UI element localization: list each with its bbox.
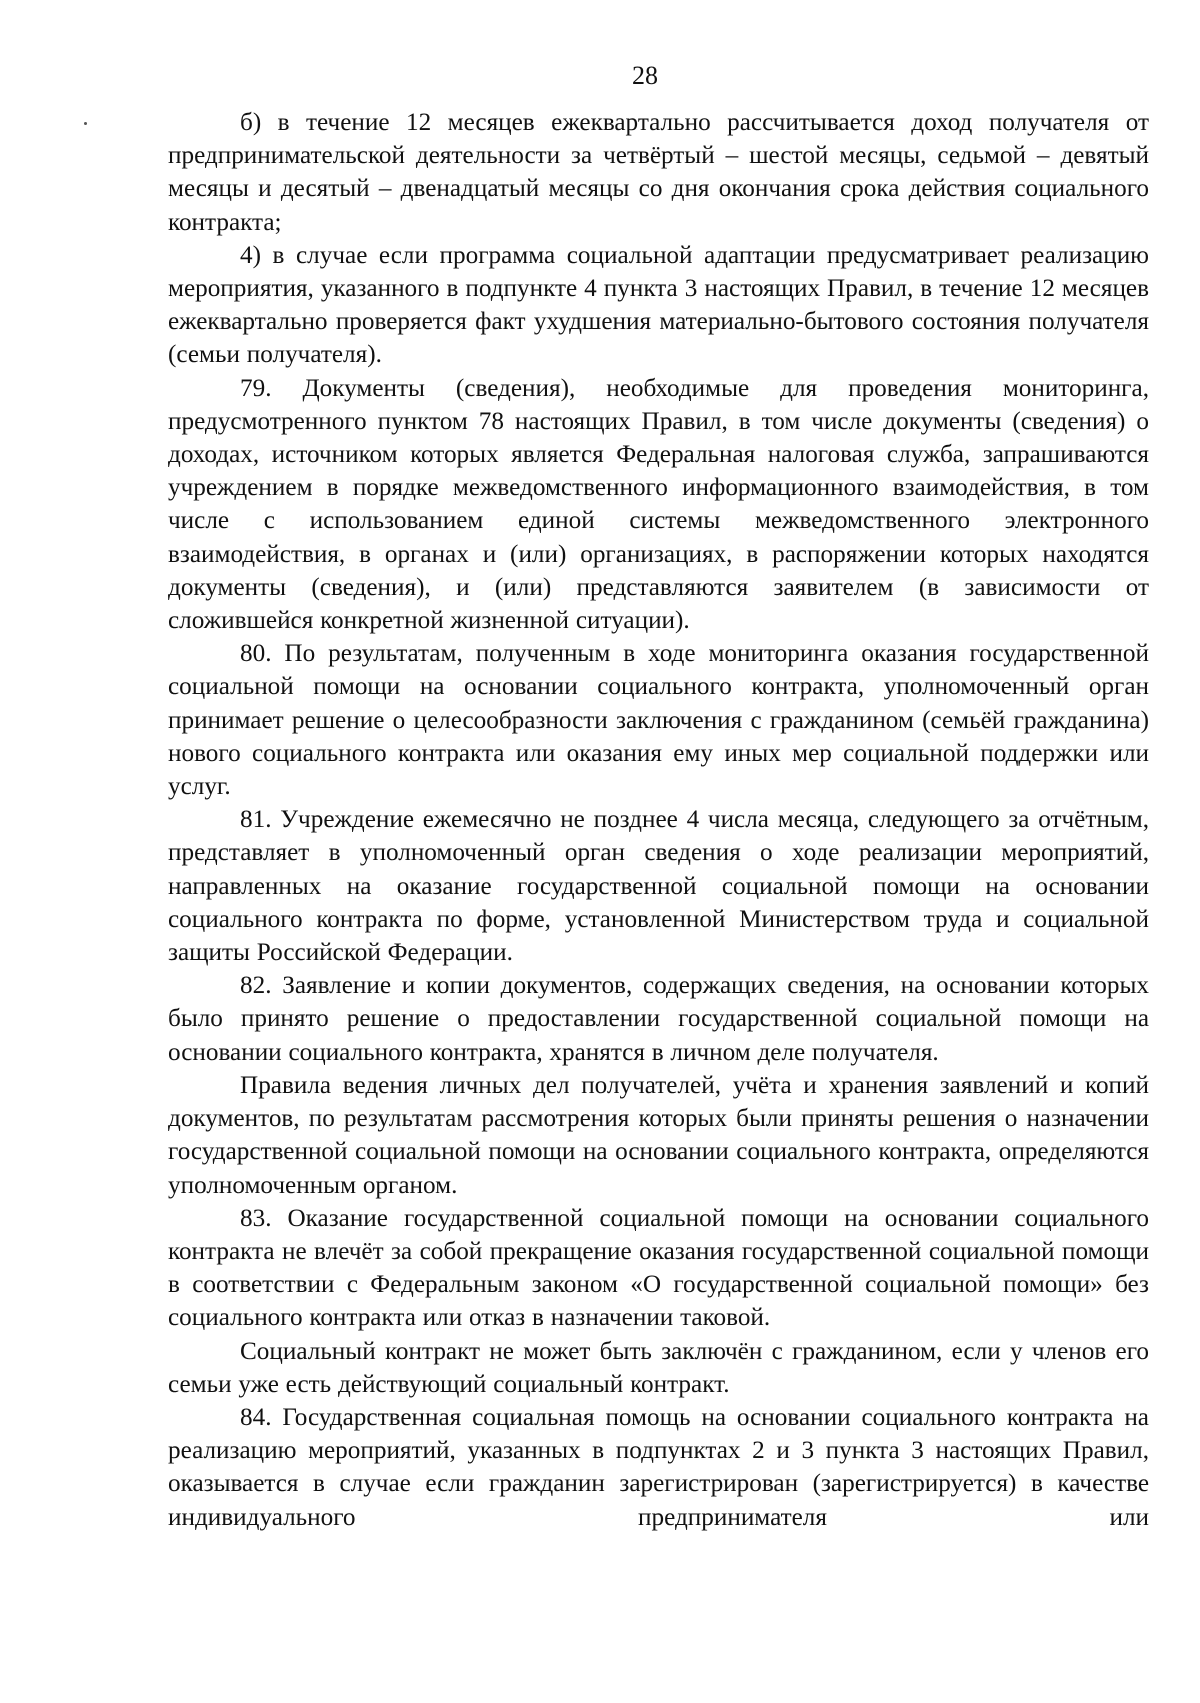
paragraph-83-contract: Социальный контракт не может быть заключён с гражданином, если у членов его семьи уже есть действующий социальный контракт.: [168, 1337, 1149, 1398]
document-body: [168, 106, 1149, 1534]
page-number: 28: [632, 61, 658, 90]
paragraph-79: 79. Документы (сведения), необходимые для проведения мониторинга, предусмотренного пунктом 78 настоящих Правил, в том числе документы (сведения) о доходах, источником которых является Федеральная налоговая служба, запрашиваются учреждением в порядке межведомственного информационного взаимодействия, в том числе с использованием единой системы межведомственного электронного взаимодействия, в органах и (или) организациях, в распоряжении которых находятся документы (сведения), и (или) представляются заявителем (в зависимости от сложившейся конкретной жизненной ситуации).: [168, 374, 1149, 635]
paragraph-81: 81. Учреждение ежемесячно не позднее 4 числа месяца, следующего за отчётным, представляет в уполномоченный орган сведения о ходе реализации мероприятий, направленных на оказание государственной социальной помощи на основании социального контракта по форме, установленной Министерством труда и социальной защиты Российской Федерации.: [168, 806, 1149, 967]
scan-mark: [84, 122, 87, 125]
paragraph-82: 82. Заявление и копии документов, содержащих сведения, на основании которых было принято решение о предоставлении государственной социальной помощи на основании социального контракта, хранятся в личном деле получателя.: [168, 972, 1149, 1066]
paragraph-subitem-4: 4) в случае если программа социальной адаптации предусматривает реализацию мероприятия, указанного в подпункте 4 пункта 3 настоящих Правил, в течение 12 месяцев ежеквартально проверяется факт ухудшения материально-бытового состояния получателя (семьи получателя).: [168, 241, 1149, 369]
paragraph-82-rules: Правила ведения личных дел получателей, учёта и хранения заявлений и копий документов, по результатам рассмотрения которых были приняты решения о назначении государственной социальной помощи на основании социального контракта, определяются уполномоченным органом.: [168, 1071, 1149, 1199]
paragraph-83: 83. Оказание государственной социальной помощи на основании социального контракта не влечёт за собой прекращение оказания государственной социальной помощи в соответствии с Федеральным законом «О государственной социальной помощи» без социального контракта или отказ в назначении таковой.: [168, 1204, 1149, 1332]
paragraph-80: 80. По результатам, полученным в ходе мониторинга оказания государственной социальной помощи на основании социального контракта, уполномоченный орган принимает решение о целесообразности заключения с гражданином (семьёй гражданина) нового социального контракта или оказания ему иных мер социальной поддержки или услуг.: [168, 640, 1149, 801]
paragraph-subitem-b: б) в течение 12 месяцев ежеквартально рассчитывается доход получателя от предпринимательской деятельности за четвёртый – шестой месяцы, седьмой – девятый месяцы и десятый – двенадцатый месяцы со дня окончания срока действия социального контракта;: [168, 109, 1149, 236]
paragraph-84: 84. Государственная социальная помощь на основании социального контракта на реализацию мероприятий, указанных в подпунктах 2 и 3 пункта 3 настоящих Правил, оказывается в случае если гражданин зарегистрирован (зарегистрируется) в качестве индивидуального предпринимателя или: [168, 1403, 1149, 1531]
